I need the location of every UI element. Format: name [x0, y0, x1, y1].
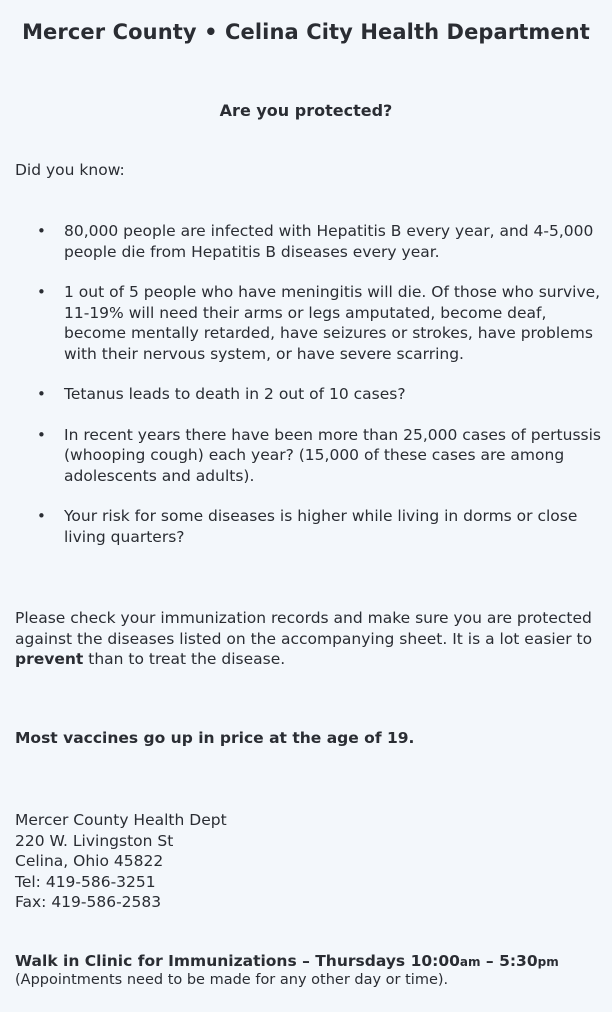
fact-text: Tetanus leads to death in 2 out of 10 cases?: [64, 385, 406, 403]
clinic-dash: –: [480, 952, 500, 970]
page-title: Mercer County • Celina City Health Department: [22, 20, 590, 44]
appointment-note: (Appointments need to be made for any other day or time).: [15, 972, 449, 988]
bullet-icon: •: [37, 222, 46, 240]
price-notice: Most vaccines go up in price at the age of 19.: [15, 729, 415, 747]
clinic-start-suffix: am: [459, 955, 481, 969]
list-item: [15, 384, 612, 405]
contact-fax: Fax: 419-586-2583: [15, 893, 162, 911]
intro-text: Did you know:: [15, 161, 125, 179]
contact-city: Celina, Ohio 45822: [15, 852, 164, 870]
list-item: [15, 221, 612, 262]
clinic-lead: Walk in Clinic for Immunizations – Thursdays: [15, 952, 411, 970]
list-item: [15, 425, 612, 487]
records-paragraph: [15, 608, 612, 670]
contact-name: Mercer County Health Dept: [15, 811, 227, 829]
fact-text: In recent years there have been more than 25,000 cases of pertussis (whooping cough) each year? (15,000 of these cases are among adolescents and adults).: [64, 425, 601, 485]
fact-text: 1 out of 5 people who have meningitis will die. Of those who survive, 11-19% will need their arms or legs amputated, become deaf, become mentally retarded, have seizures or strokes, have problems with their nervous system, or have severe scarring.: [64, 283, 601, 363]
clinic-end-time: 5:30: [499, 952, 538, 970]
facts-list: [15, 221, 612, 567]
clinic-end-suffix: pm: [537, 955, 559, 969]
fact-text: Your risk for some diseases is higher while living in dorms or close living quarters?: [64, 507, 578, 546]
paragraph-text-end: than to treat the disease.: [83, 650, 286, 668]
subtitle: Are you protected?: [219, 101, 393, 120]
fact-text: 80,000 people are infected with Hepatitis B every year, and 4-5,000 people die from Hepatitis B diseases every year.: [64, 222, 594, 261]
contact-street: 220 W. Livingston St: [15, 831, 174, 850]
bullet-icon: •: [37, 507, 46, 525]
list-item: [15, 506, 612, 547]
bullet-icon: •: [37, 385, 46, 403]
bullet-icon: •: [37, 425, 46, 444]
clinic-hours: [15, 952, 559, 970]
paragraph-emphasis: prevent: [15, 650, 84, 668]
contact-tel: Tel: 419-586-3251: [15, 872, 156, 891]
contact-block: [15, 810, 227, 913]
list-item: [15, 282, 612, 364]
paragraph-text-start: Please check your immunization records and make sure you are protected against the diseases listed on the accompanying sheet. It is a lot easier to: [15, 609, 593, 648]
bullet-icon: •: [37, 283, 46, 301]
clinic-start-time: 10:00: [410, 952, 460, 970]
